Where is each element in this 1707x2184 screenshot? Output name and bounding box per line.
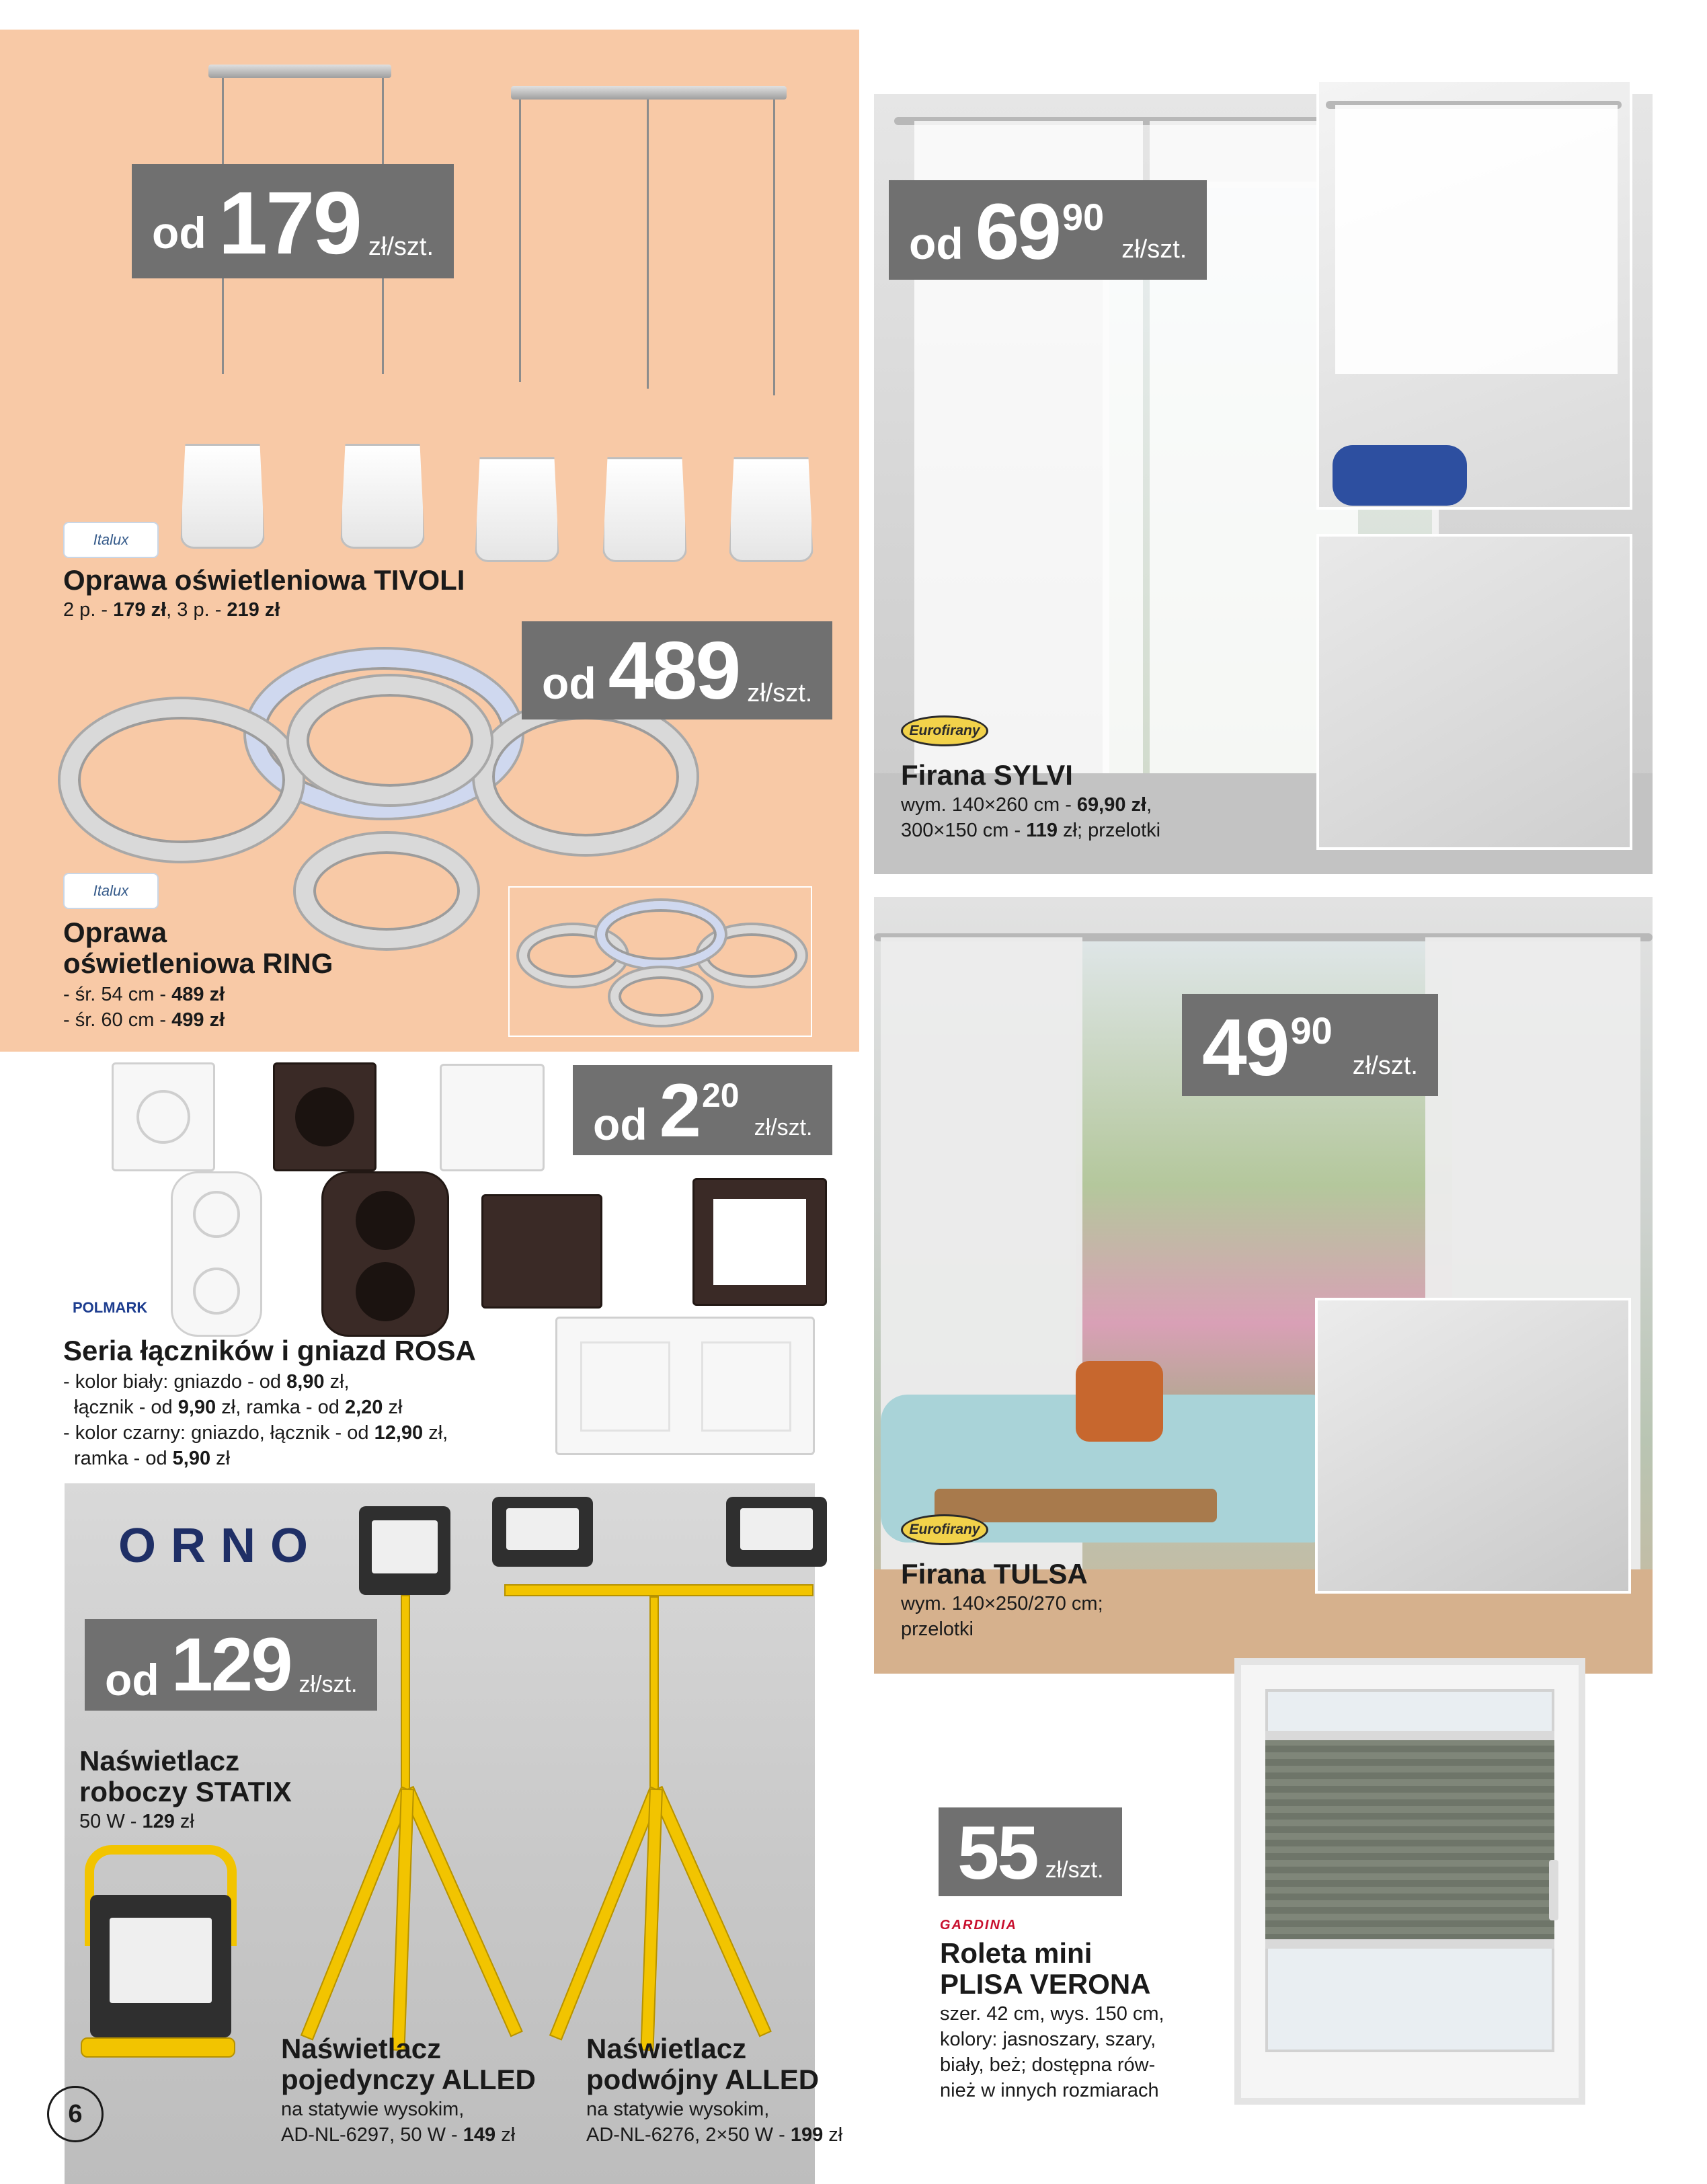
plisa-title: Roleta mini PLISA VERONA [940, 1937, 1151, 2000]
plisa-price-value: 55 [957, 1811, 1037, 1895]
plisa-price-unit: zł/szt. [1045, 1857, 1104, 1883]
rosa-price-tag [573, 1065, 832, 1155]
sylvi-price-cents: 90 [1062, 196, 1105, 238]
plisa-description: szer. 42 cm, wys. 150 cm, kolory: jasnoszary, szary, biały, beż; dostępna rów- nież w innych rozmiarach [940, 2003, 1164, 2101]
rosa-description: - kolor biały: gniazdo - od 8,90 zł, łącznik - od 9,90 zł, ramka - od 2,20 zł - kolor czarny: gniazdo, łącznik - od 12,90 zł, ramka - od 5,90 zł [63, 1371, 448, 1469]
tivoli-description: 2 p. - 179 zł, 3 p. - 219 zł [63, 599, 280, 621]
tulsa-price-unit: zł/szt. [1352, 1052, 1418, 1080]
tivoli-price-value: 179 [218, 173, 360, 272]
orno-price-unit: zł/szt. [299, 1672, 358, 1697]
sylvi-description: wym. 140×260 cm - 69,90 zł, 300×150 cm - 119 zł; przelotki [901, 794, 1161, 841]
ring-description: - śr. 54 cm - 489 zł - śr. 60 cm - 499 zł [63, 984, 225, 1031]
sylvi-price-prefix: od [909, 219, 963, 268]
rosa-price-unit: zł/szt. [754, 1115, 813, 1140]
tulsa-detail-inset [1315, 1298, 1631, 1594]
sylvi-price-tag [889, 180, 1207, 280]
ring-lamp-thumbnail [508, 886, 812, 1037]
ring-title: Oprawa oświetleniowa RING [63, 916, 333, 979]
rosa-price-prefix: od [593, 1099, 647, 1149]
sylvi-price-value: 69 [975, 188, 1060, 276]
italux-logo-2: Italux [63, 873, 159, 909]
alled-single-title: Naświetlacz pojedynczy ALLED [281, 2033, 536, 2095]
tulsa-description: wym. 140×250/270 cm; przelotki [901, 1593, 1103, 1640]
ring-price-tag [522, 621, 832, 719]
orno-logo: ORNO [118, 1519, 323, 1573]
eurofirany-logo-2: Eurofirany [901, 1514, 988, 1545]
ring-price-unit: zł/szt. [747, 679, 813, 707]
statix-title: Naświetlacz roboczy STATIX [79, 1745, 292, 1807]
page-number: 6 [47, 2086, 104, 2142]
rosa-price-cents: 20 [701, 1077, 740, 1114]
tulsa-title: Firana TULSA [901, 1558, 1088, 1590]
tivoli-price-unit: zł/szt. [368, 233, 434, 261]
ring-price-prefix: od [542, 658, 596, 708]
alled-double-title: Naświetlacz podwójny ALLED [586, 2033, 820, 2095]
polmark-logo: POLMARK [73, 1299, 148, 1316]
sylvi-window-inset [1316, 79, 1632, 510]
tivoli-title: Oprawa oświetleniowa TIVOLI [63, 564, 465, 596]
sylvi-title: Firana SYLVI [901, 759, 1073, 791]
rosa-title: Seria łączników i gniazd ROSA [63, 1335, 476, 1366]
ring-price-value: 489 [608, 625, 740, 716]
tulsa-price-tag [1182, 994, 1438, 1096]
alled-single-description: na statywie wysokim, AD-NL-6297, 50 W - 149 zł [281, 2099, 516, 2146]
orno-price-tag [85, 1619, 377, 1711]
plisa-blind-image [1234, 1658, 1585, 2105]
italux-logo: Italux [63, 522, 159, 558]
sylvi-price-unit: zł/szt. [1121, 235, 1187, 264]
tulsa-price-value: 49 [1202, 1003, 1288, 1093]
plisa-price-tag [939, 1807, 1122, 1896]
sylvi-detail-inset [1316, 534, 1632, 850]
alled-double-description: na statywie wysokim, AD-NL-6276, 2×50 W - 199 zł [586, 2099, 843, 2146]
statix-description: 50 W - 129 zł [79, 1811, 194, 1832]
tivoli-price-prefix: od [152, 208, 206, 258]
tulsa-price-cents: 90 [1290, 1009, 1333, 1052]
eurofirany-logo: Eurofirany [901, 715, 988, 746]
gardinia-logo: GARDINIA [940, 1918, 1017, 1933]
orno-price-prefix: od [105, 1655, 159, 1705]
orno-price-value: 129 [171, 1623, 291, 1707]
rosa-price-value: 2 [659, 1068, 699, 1153]
tivoli-price-tag [132, 164, 454, 278]
